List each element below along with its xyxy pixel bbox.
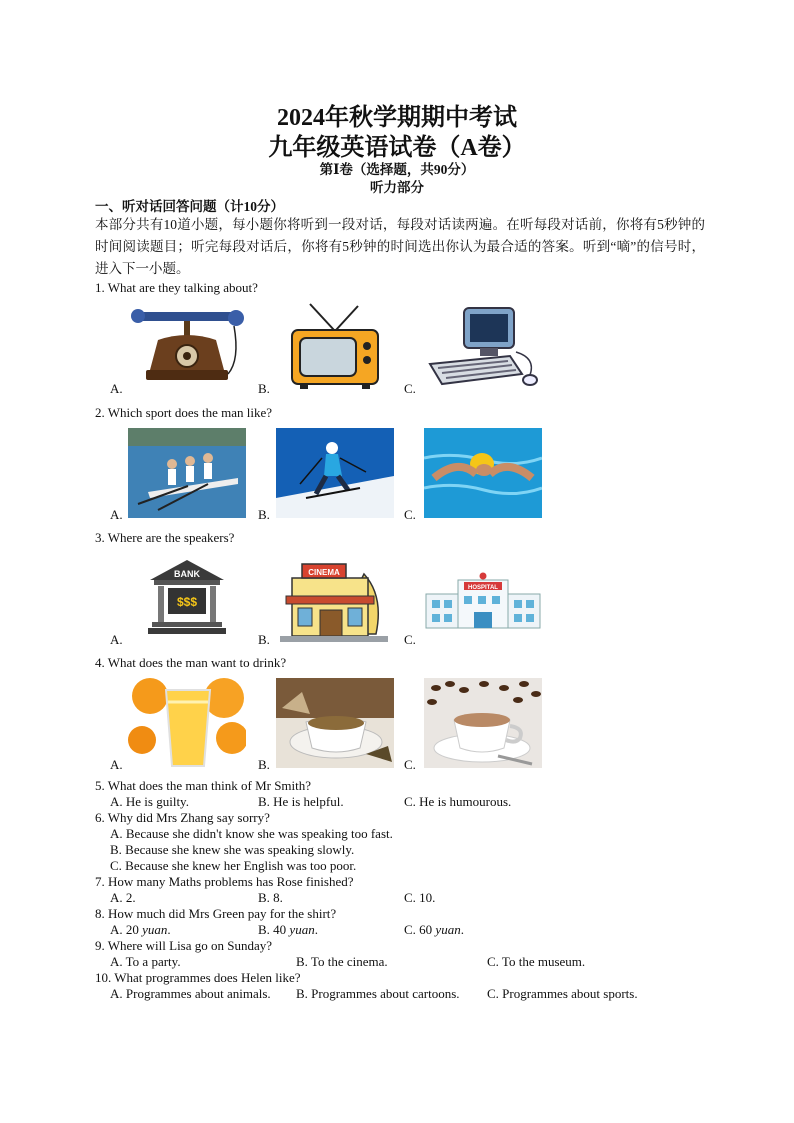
exam-title: 2024年秋学期期中考试 (277, 105, 517, 131)
q6-option-a[interactable]: A. Because she didn't know she was speaking too fast. (110, 826, 393, 841)
bank-sign-text: BANK (174, 569, 200, 579)
paper-part-heading: 第Ⅰ卷（选择题，共90分） (319, 162, 475, 177)
q8-option-c-period: . (460, 922, 464, 937)
question-8-text: 8. How much did Mrs Green pay for the shirt? (95, 906, 337, 921)
section-instructions: 本部分共有10道小题，每小题你将听到一段对话，每段对话读两遍。在听每段对话前，你将有5秒钟的时间阅读题目；听完每段对话后，你将有5秒钟的时间选出你认为最合适的答案。听到“嘀”的信号时，进入下一小题。 (95, 217, 705, 276)
question-10-text: 10. What programmes does Helen like? (95, 970, 301, 985)
q9-option-a[interactable]: A. To a party. (110, 954, 181, 969)
q6-option-b[interactable]: B. Because she knew she was speaking slowly. (110, 842, 355, 857)
question-2-text: 2. Which sport does the man like? (95, 405, 273, 420)
q8-option-b-amount: B. 40 (258, 922, 290, 937)
skiing-picture[interactable] (276, 428, 394, 518)
q8-option-a-period: . (167, 922, 171, 937)
q10-option-c[interactable]: C. Programmes about sports. (487, 986, 638, 1001)
computer-picture[interactable] (424, 302, 544, 390)
bank-picture[interactable] (146, 558, 228, 636)
q6-option-c[interactable]: C. Because she knew her English was too poor. (110, 858, 357, 873)
question-6-text: 6. Why did Mrs Zhang say sorry? (95, 810, 270, 825)
hospital-sign-text: HOSPITAL (468, 585, 498, 591)
section-heading: 一、听对话回答问题（计10分） (95, 199, 284, 214)
q5-option-b[interactable]: B. He is helpful. (258, 794, 344, 809)
question-9-text: 9. Where will Lisa go on Sunday? (95, 938, 273, 953)
question-1-text: 1. What are they talking about? (95, 280, 258, 295)
q3-option-c-label[interactable]: C. (404, 632, 416, 647)
q10-option-b[interactable]: B. Programmes about cartoons. (296, 986, 460, 1001)
q8-option-b-period: . (314, 922, 318, 937)
tea-picture[interactable] (276, 678, 394, 768)
listening-heading: 听力部分 (370, 180, 424, 195)
question-3-text: 3. Where are the speakers? (95, 530, 235, 545)
cinema-picture[interactable] (280, 556, 388, 644)
q5-option-c[interactable]: C. He is humourous. (404, 794, 512, 809)
question-7-text: 7. How many Maths problems has Rose finished? (95, 874, 354, 889)
q8-option-c-unit: yuan (435, 922, 461, 937)
q4-option-b-label[interactable]: B. (258, 757, 270, 772)
q9-option-c[interactable]: C. To the museum. (487, 954, 586, 969)
q7-option-b[interactable]: B. 8. (258, 890, 283, 905)
coffee-picture[interactable] (424, 678, 542, 768)
bank-money-text: $$$ (176, 595, 198, 609)
q7-option-a[interactable]: A. 2. (110, 890, 136, 905)
question-5-text: 5. What does the man think of Mr Smith? (95, 778, 312, 793)
q3-option-b-label[interactable]: B. (258, 632, 270, 647)
hospital-picture[interactable] (424, 572, 542, 630)
q8-option-a-amount: A. 20 (110, 922, 143, 937)
q1-option-a-label[interactable]: A. (110, 381, 123, 396)
q8-option-a[interactable] (110, 922, 171, 938)
exam-subtitle: 九年级英语试卷（A卷） (268, 135, 526, 161)
cinema-sign-text: CINEMA (308, 568, 340, 577)
q1-option-c-label[interactable]: C. (404, 381, 416, 396)
television-picture[interactable] (276, 300, 394, 390)
q4-option-a-label[interactable]: A. (110, 757, 123, 772)
q8-option-c[interactable] (404, 922, 464, 938)
orange-juice-picture[interactable] (128, 678, 246, 768)
q8-option-b-unit: yuan (289, 922, 315, 937)
q2-option-a-label[interactable]: A. (110, 507, 123, 522)
q1-option-b-label[interactable]: B. (258, 381, 270, 396)
q2-option-b-label[interactable]: B. (258, 507, 270, 522)
q9-option-b[interactable]: B. To the cinema. (296, 954, 388, 969)
q10-option-a[interactable]: A. Programmes about animals. (110, 986, 271, 1001)
antique-telephone-picture[interactable] (128, 304, 246, 386)
q7-option-c[interactable]: C. 10. (404, 890, 436, 905)
question-4-text: 4. What does the man want to drink? (95, 655, 287, 670)
q8-option-b[interactable] (258, 922, 318, 938)
q3-option-a-label[interactable]: A. (110, 632, 123, 647)
q8-option-c-amount: C. 60 (404, 922, 436, 937)
rowing-picture[interactable] (128, 428, 246, 518)
swimming-picture[interactable] (424, 428, 542, 518)
q5-option-a[interactable]: A. He is guilty. (110, 794, 189, 809)
q4-option-c-label[interactable]: C. (404, 757, 416, 772)
q2-option-c-label[interactable]: C. (404, 507, 416, 522)
q8-option-a-unit: yuan (142, 922, 168, 937)
